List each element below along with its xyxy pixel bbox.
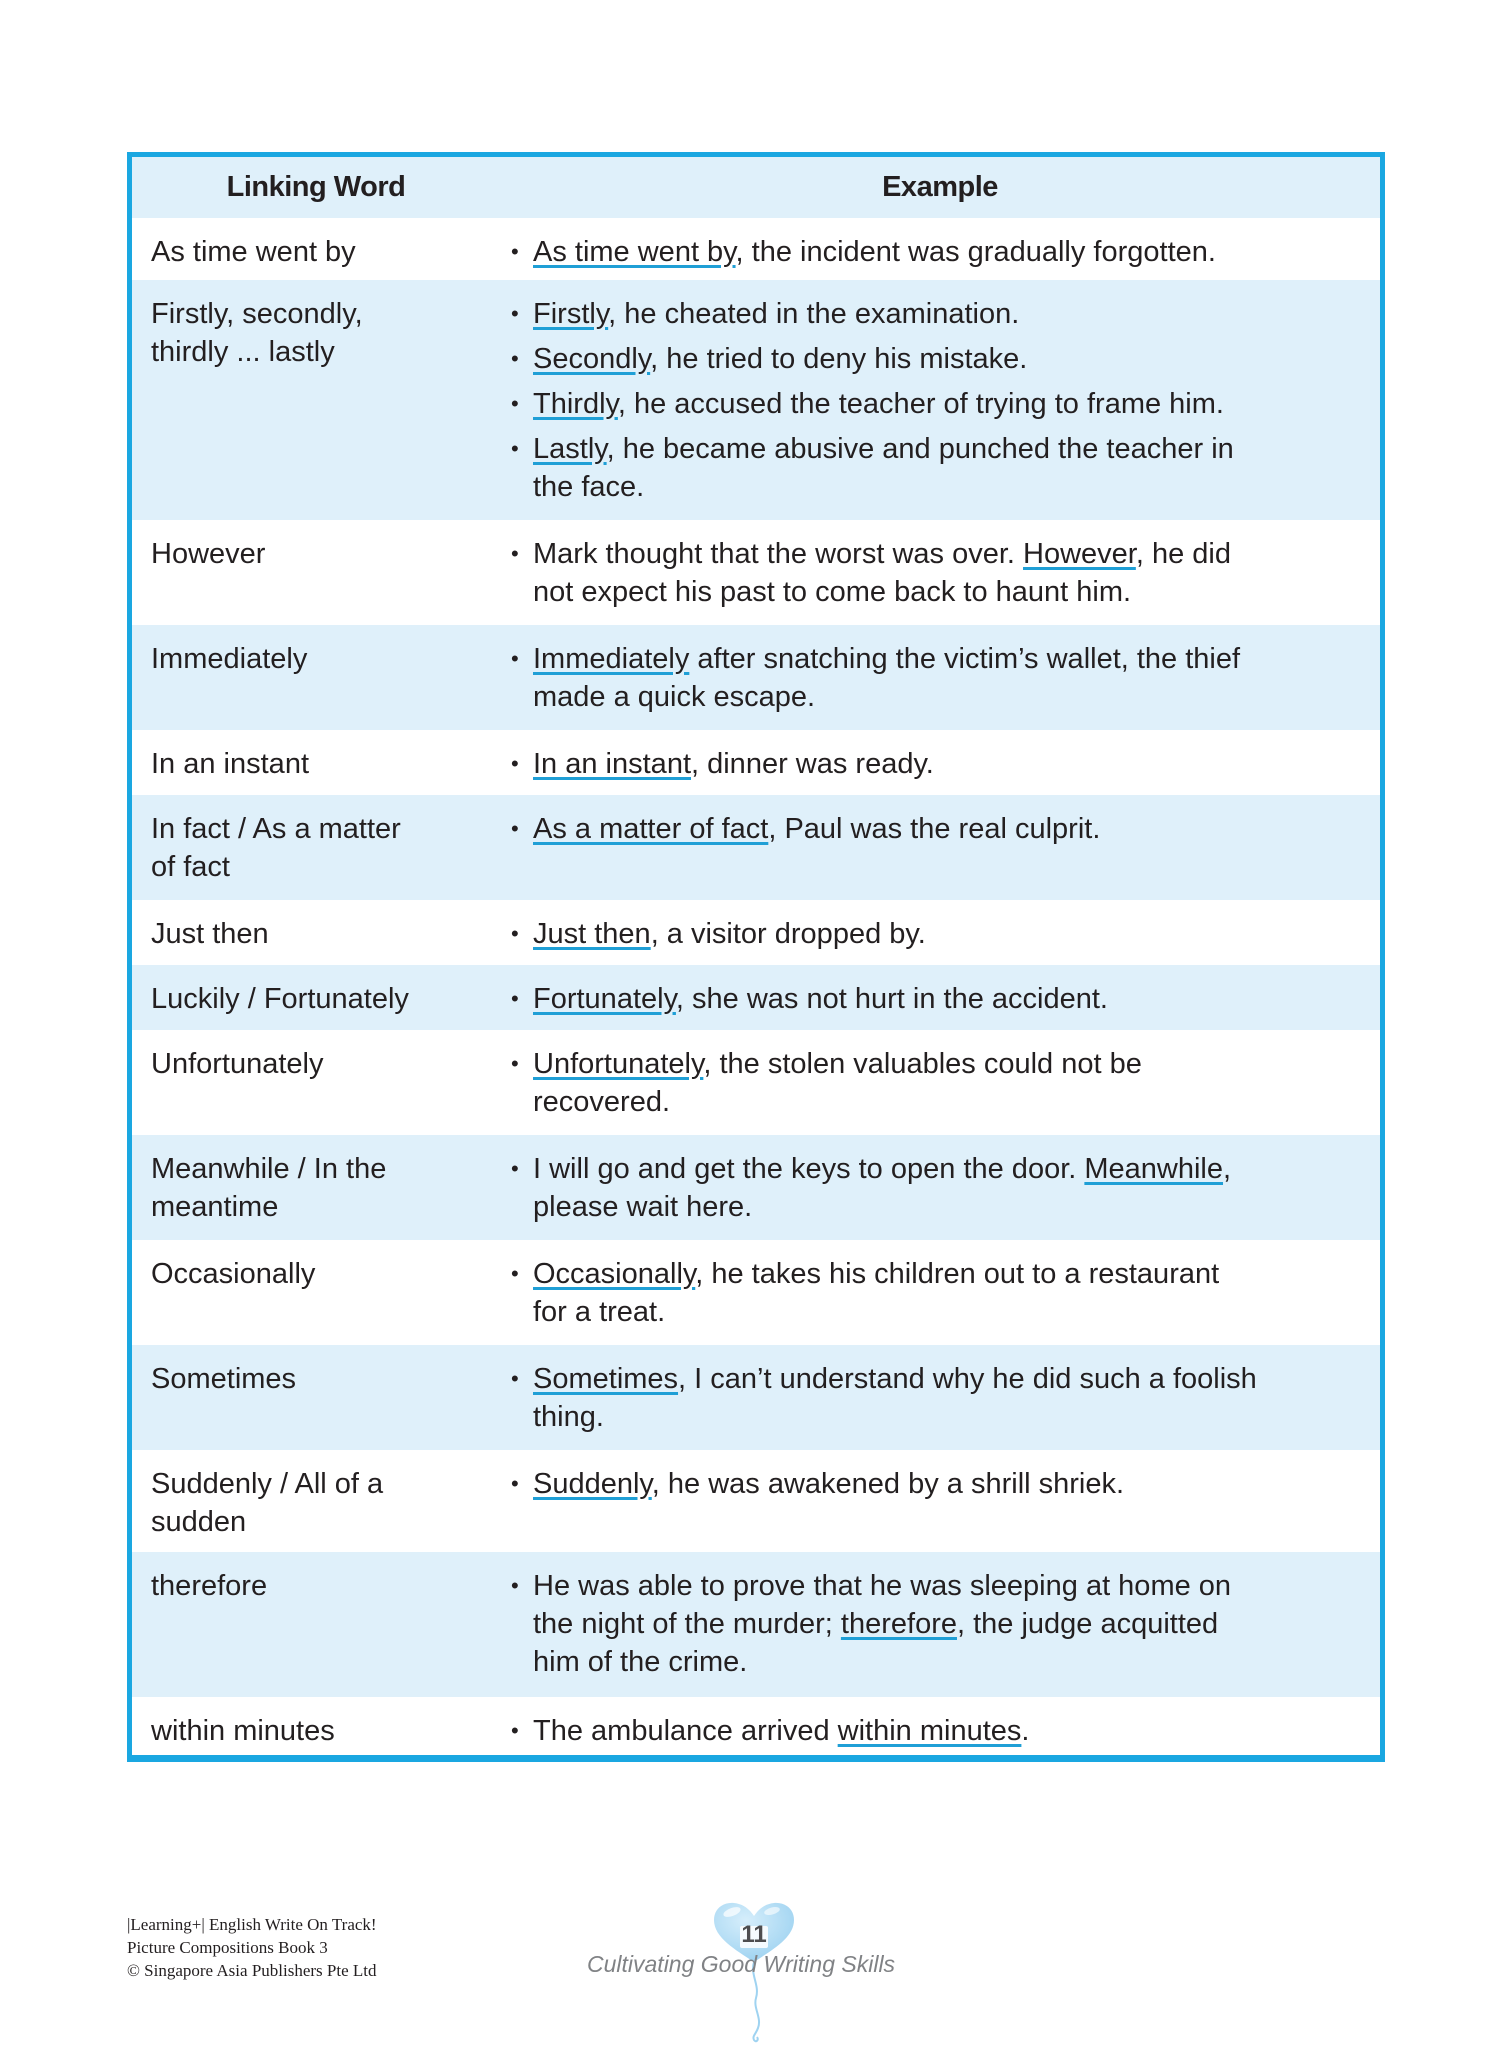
example-text: , he accused the teacher of trying to frame him. <box>617 388 1224 420</box>
bullet-icon: • <box>511 1573 519 1598</box>
example-bullet <box>511 1360 1380 1436</box>
example-text: , he takes his children out to a restaurant <box>695 1258 1220 1290</box>
linking-word-text: Immediately <box>151 643 308 675</box>
bullet-icon: • <box>511 391 519 416</box>
table-row <box>132 1697 1380 1755</box>
bullet-icon: • <box>511 751 519 776</box>
example-text: him of the crime. <box>533 1646 748 1678</box>
linking-word-text: meantime <box>151 1191 279 1223</box>
footer-tagline: Cultivating Good Writing Skills <box>587 1951 896 1977</box>
example-line <box>533 1255 1380 1293</box>
example-line <box>533 1398 1380 1436</box>
example-text: , Paul was the real culprit. <box>768 813 1101 845</box>
example-cell <box>500 1240 1380 1345</box>
linking-word-text: Firstly, secondly, <box>151 298 363 330</box>
linking-word-cell <box>132 795 500 900</box>
linking-word-cell <box>132 1030 500 1135</box>
table-row <box>132 1240 1380 1345</box>
underlined-linking-word: Thirdly <box>533 388 618 420</box>
bullet-icon: • <box>511 346 519 371</box>
table-row <box>132 280 1380 520</box>
credit-publisher: © Singapore Asia Publishers Pte Ltd <box>127 1961 377 1980</box>
underlined-linking-word: Firstly <box>533 298 609 330</box>
example-bullet <box>511 1255 1380 1331</box>
example-cell <box>500 1552 1380 1697</box>
bullet-icon: • <box>511 1718 519 1743</box>
example-text: , the stolen valuables could not be <box>703 1048 1142 1080</box>
linking-word-cell <box>132 900 500 965</box>
example-text: , <box>1223 1153 1232 1185</box>
example-text: . <box>1021 1715 1030 1747</box>
table-header <box>132 157 1380 218</box>
table-row <box>132 1345 1380 1450</box>
example-line <box>533 640 1380 678</box>
example-line <box>533 1605 1380 1643</box>
underlined-linking-word: Immediately <box>533 643 690 675</box>
underlined-linking-word: As time went by <box>533 236 736 268</box>
example-cell <box>500 625 1380 730</box>
example-text: not expect his past to come back to haunt him. <box>533 576 1132 608</box>
linking-word-cell <box>132 1135 500 1240</box>
table-row <box>132 520 1380 625</box>
page-number: 11 <box>741 1921 767 1948</box>
example-cell <box>500 730 1380 795</box>
example-text: He was able to prove that he was sleeping at home on <box>533 1570 1232 1602</box>
table-row <box>132 218 1380 280</box>
underlined-linking-word: However <box>1023 538 1136 570</box>
example-bullet <box>511 640 1380 716</box>
example-line <box>533 430 1380 468</box>
bullet-icon: • <box>511 541 519 566</box>
example-text: after snatching the victim’s wallet, the thief <box>689 643 1241 675</box>
linking-word-text: Sometimes <box>151 1363 297 1395</box>
example-text: , he cheated in the examination. <box>608 298 1020 330</box>
linking-word-text: Occasionally <box>151 1258 316 1290</box>
example-text: recovered. <box>533 1086 671 1118</box>
linking-word-text: Just then <box>151 918 269 950</box>
example-cell <box>500 520 1380 625</box>
linking-word-text: Meanwhile / In the <box>151 1153 387 1185</box>
table-row <box>132 795 1380 900</box>
linking-word-text: Unfortunately <box>151 1048 324 1080</box>
footer-credits <box>127 1913 377 1982</box>
example-text: Mark thought that the worst was over. <box>533 538 1024 570</box>
example-line <box>533 1567 1380 1605</box>
example-text: thing. <box>533 1401 604 1433</box>
linking-word-cell <box>132 965 500 1030</box>
example-bullet <box>511 295 1380 333</box>
example-text: , he was awakened by a shrill shriek. <box>651 1468 1125 1500</box>
example-text: , he became abusive and punched the teacher in <box>606 433 1234 465</box>
example-line <box>533 678 1380 716</box>
example-line <box>533 1083 1380 1121</box>
example-text: the face. <box>533 471 645 503</box>
example-cell <box>500 1135 1380 1240</box>
example-line <box>533 1293 1380 1331</box>
header-example: Example <box>882 171 998 203</box>
linking-word-cell <box>132 1345 500 1450</box>
example-bullet <box>511 340 1380 378</box>
example-line <box>533 1045 1380 1083</box>
example-cell <box>500 1697 1380 1755</box>
example-line <box>533 295 1380 333</box>
example-text: for a treat. <box>533 1296 666 1328</box>
example-line <box>533 535 1380 573</box>
example-bullet <box>511 745 1380 783</box>
example-cell <box>500 965 1380 1030</box>
underlined-linking-word: Unfortunately <box>533 1048 704 1080</box>
linking-word-text: Suddenly / All of a <box>151 1468 384 1500</box>
example-cell <box>500 1450 1380 1552</box>
example-line <box>533 1188 1380 1226</box>
example-cell <box>500 900 1380 965</box>
bullet-icon: • <box>511 1051 519 1076</box>
linking-word-text: of fact <box>151 851 230 883</box>
linking-word-text: In fact / As a matter <box>151 813 401 845</box>
example-text: , she was not hurt in the accident. <box>675 983 1108 1015</box>
table-row <box>132 730 1380 795</box>
bullet-icon: • <box>511 986 519 1011</box>
table-row <box>132 965 1380 1030</box>
table-body <box>132 218 1380 1755</box>
underlined-linking-word: Fortunately <box>533 983 676 1015</box>
linking-word-text: sudden <box>151 1506 247 1538</box>
linking-word-cell <box>132 1552 500 1697</box>
example-text: , he did <box>1135 538 1231 570</box>
linking-word-cell <box>132 1240 500 1345</box>
linking-word-text: therefore <box>151 1570 268 1602</box>
underlined-linking-word: Meanwhile <box>1084 1153 1224 1185</box>
example-line <box>533 810 1380 848</box>
linking-word-cell <box>132 520 500 625</box>
credit-series: |Learning+| English Write On Track! <box>127 1915 377 1934</box>
underlined-linking-word: Sometimes <box>533 1363 679 1395</box>
underlined-linking-word: Secondly <box>533 343 651 375</box>
example-bullet <box>511 1150 1380 1226</box>
example-cell <box>500 280 1380 520</box>
credit-book: Picture Compositions Book 3 <box>127 1938 328 1957</box>
linking-word-cell <box>132 625 500 730</box>
underlined-linking-word: Occasionally <box>533 1258 696 1290</box>
bullet-icon: • <box>511 816 519 841</box>
example-cell <box>500 795 1380 900</box>
linking-word-cell <box>132 280 500 520</box>
bullet-icon: • <box>511 921 519 946</box>
underlined-linking-word: within minutes <box>837 1715 1022 1747</box>
example-bullet <box>511 430 1380 506</box>
example-bullet <box>511 810 1380 848</box>
example-bullet <box>511 233 1380 271</box>
bullet-icon: • <box>511 1366 519 1391</box>
example-line <box>533 1465 1380 1503</box>
example-line <box>533 1712 1380 1750</box>
example-line <box>533 745 1380 783</box>
table-row <box>132 1450 1380 1552</box>
table-row <box>132 1135 1380 1240</box>
underlined-linking-word: As a matter of fact <box>533 813 769 845</box>
example-line <box>533 233 1380 271</box>
linking-word-cell <box>132 218 500 280</box>
example-text: made a quick escape. <box>533 681 816 713</box>
example-text: , a visitor dropped by. <box>650 918 926 950</box>
linking-word-text: Luckily / Fortunately <box>151 983 409 1015</box>
example-bullet <box>511 1465 1380 1503</box>
linking-words-table <box>127 152 1385 1762</box>
example-line <box>533 1643 1380 1681</box>
example-bullet <box>511 980 1380 1018</box>
underlined-linking-word: Lastly <box>533 433 607 465</box>
example-line <box>533 1150 1380 1188</box>
example-text: I will go and get the keys to open the door. <box>533 1153 1085 1185</box>
example-bullet <box>511 385 1380 423</box>
example-line <box>533 340 1380 378</box>
example-bullet <box>511 1045 1380 1121</box>
example-text: The ambulance arrived <box>533 1715 838 1747</box>
example-line <box>533 573 1380 611</box>
example-bullet <box>511 1567 1380 1681</box>
underlined-linking-word: therefore <box>840 1608 957 1640</box>
example-line <box>533 468 1380 506</box>
linking-word-text: thirdly ... lastly <box>151 336 335 368</box>
table-row <box>132 1030 1380 1135</box>
example-text: , he tried to deny his mistake. <box>650 343 1028 375</box>
table-row <box>132 625 1380 730</box>
example-line <box>533 915 1380 953</box>
example-cell <box>500 218 1380 280</box>
example-line <box>533 385 1380 423</box>
header-linking-word: Linking Word <box>226 171 406 203</box>
linking-word-cell <box>132 1697 500 1755</box>
bullet-icon: • <box>511 239 519 264</box>
underlined-linking-word: In an instant <box>533 748 691 780</box>
example-line <box>533 980 1380 1018</box>
table-row <box>132 1552 1380 1697</box>
example-cell <box>500 1345 1380 1450</box>
example-text: the night of the murder; <box>533 1608 841 1640</box>
bullet-icon: • <box>511 301 519 326</box>
underlined-linking-word: Suddenly <box>533 1468 652 1500</box>
bullet-icon: • <box>511 1156 519 1181</box>
linking-word-text: As time went by <box>151 236 356 268</box>
example-text: , I can’t understand why he did such a foolish <box>678 1363 1257 1395</box>
bullet-icon: • <box>511 1261 519 1286</box>
linking-word-text: within minutes <box>151 1715 335 1747</box>
example-bullet <box>511 535 1380 611</box>
example-cell <box>500 1030 1380 1135</box>
example-text: , dinner was ready. <box>691 748 934 780</box>
example-text: , the judge acquitted <box>956 1608 1219 1640</box>
example-text: , the incident was gradually forgotten. <box>735 236 1216 268</box>
example-line <box>533 1360 1380 1398</box>
underlined-linking-word: Just then <box>533 918 651 950</box>
linking-word-text: In an instant <box>151 748 309 780</box>
example-bullet <box>511 915 1380 953</box>
example-bullet <box>511 1712 1380 1750</box>
linking-word-text: However <box>151 538 266 570</box>
linking-word-cell <box>132 1450 500 1552</box>
example-text: please wait here. <box>533 1191 753 1223</box>
bullet-icon: • <box>511 1471 519 1496</box>
table-row <box>132 900 1380 965</box>
bullet-icon: • <box>511 646 519 671</box>
linking-word-cell <box>132 730 500 795</box>
bullet-icon: • <box>511 436 519 461</box>
